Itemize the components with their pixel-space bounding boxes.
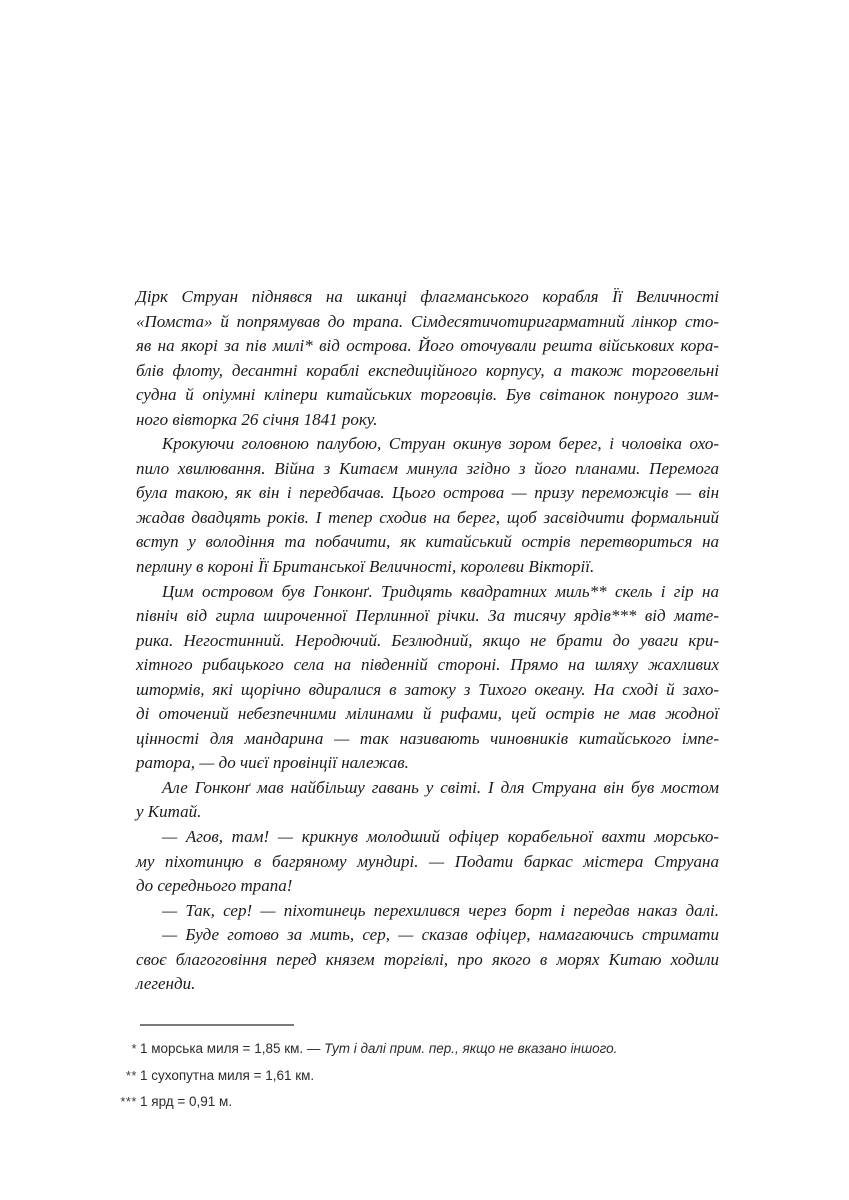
body-text — [136, 285, 719, 997]
footnote-text-italic: Тут і далі прим. пер., якщо не вказано іншого. — [324, 1041, 618, 1056]
footnote-marker: *** — [120, 1094, 137, 1109]
text-line: му піхотинцю в багряному мундирі. — Подати баркас містера Струана — [136, 851, 719, 871]
text-line: ратора, — до чиєї провінції належав. — [136, 753, 409, 773]
footnote-text — [140, 1063, 724, 1090]
text-line: — Так, сер! — піхотинець перехилився через борт і передав наказ далі. — [162, 900, 719, 920]
text-line: яв на якорі за пів милі* від острова. Його оточували решта військових кора- — [136, 336, 719, 356]
footnote-item — [104, 1089, 724, 1116]
footnote-list — [104, 1036, 724, 1116]
text-line: була такою, як він і передбачав. Цього острова — призу переможців — він — [136, 483, 719, 503]
text-line: Але Гонконґ мав найбільшу гавань у світі. І для Струана він був мостом — [162, 777, 719, 797]
text-line: — Агов, там! — крикнув молодший офіцер корабельної вахти морсько- — [162, 827, 719, 847]
text-line: Дірк Струан піднявся на шканці флагманського корабля Її Величності — [136, 287, 719, 306]
text-line: хітного рибацького села на південній стороні. Прямо на шляху жахливих — [136, 655, 719, 675]
text-line: своє благоговіння перед князем торгівлі, про якого в морях Китаю ходили — [136, 949, 719, 969]
text-line: у Китай. — [136, 802, 202, 822]
text-line: ді оточений небезпечними мілинами й рифами, цей острів не мав жодної — [136, 704, 719, 724]
footnote-text — [140, 1089, 724, 1116]
footnote-marker: ** — [125, 1067, 137, 1083]
text-line: перлину в короні Її Британської Величності, королеви Вікторії. — [136, 557, 595, 577]
footnote-item — [104, 1063, 724, 1090]
text-line: штормів, які щорічно вдиралися в затоку з Тихого океану. На сході й захо- — [136, 679, 719, 699]
text-line: легенди. — [136, 974, 196, 994]
footnote-marker: * — [131, 1041, 137, 1056]
footnote-text-regular: 1 ярд = 0,91 м. — [140, 1094, 233, 1109]
text-line: до середнього трапа! — [136, 876, 293, 896]
footnotes — [104, 1024, 724, 1116]
footnote-item — [104, 1036, 724, 1063]
footnote-separator — [140, 1024, 294, 1026]
text-line: рика. Негостинний. Неродючий. Безлюдний, якщо не брати до уваги кри- — [136, 630, 719, 650]
text-line: жадав двадцять років. І тепер сходив на берег, щоб засвідчити формальний — [136, 507, 719, 527]
footnote-text — [140, 1036, 724, 1063]
footnote-text-regular: 1 сухопутна миля = 1,61 км. — [140, 1067, 315, 1083]
text-line: блів флоту, десантні кораблі експедиційного корпусу, а також торговельні — [136, 360, 719, 380]
text-line: цінності для мандарина — так називають чиновників китайського імпе- — [136, 728, 719, 748]
text-line: — Буде готово за мить, сер, — сказав офіцер, намагаючись стримати — [162, 925, 719, 945]
text-line: північ від гирла широченної Перлинної річки. За тисячу ярдів*** від мате- — [136, 606, 719, 626]
text-line: ного вівторка 26 січня 1841 року. — [136, 409, 378, 429]
text-line: «Помста» й попрямував до трапа. Сімдесятичотиригарматний лінкор сто- — [136, 311, 719, 331]
text-line: вступ у володіння та побачити, як китайський острів перетвориться на — [136, 532, 719, 552]
text-line: Крокуючи головною палубою, Струан окинув зором берег, і чоловіка охо- — [162, 434, 719, 454]
footnote-text-regular: 1 морська миля = 1,85 км. — — [140, 1041, 325, 1056]
text-line: судна й опіумні кліпери китайських торговців. Був світанок понурого зим- — [136, 385, 719, 405]
text-line: Цим островом був Гонконґ. Тридцять квадратних миль** скель і гір на — [162, 581, 719, 601]
text-line: пило хвилювання. Війна з Китаєм минула згідно з його планами. Перемога — [136, 458, 719, 478]
